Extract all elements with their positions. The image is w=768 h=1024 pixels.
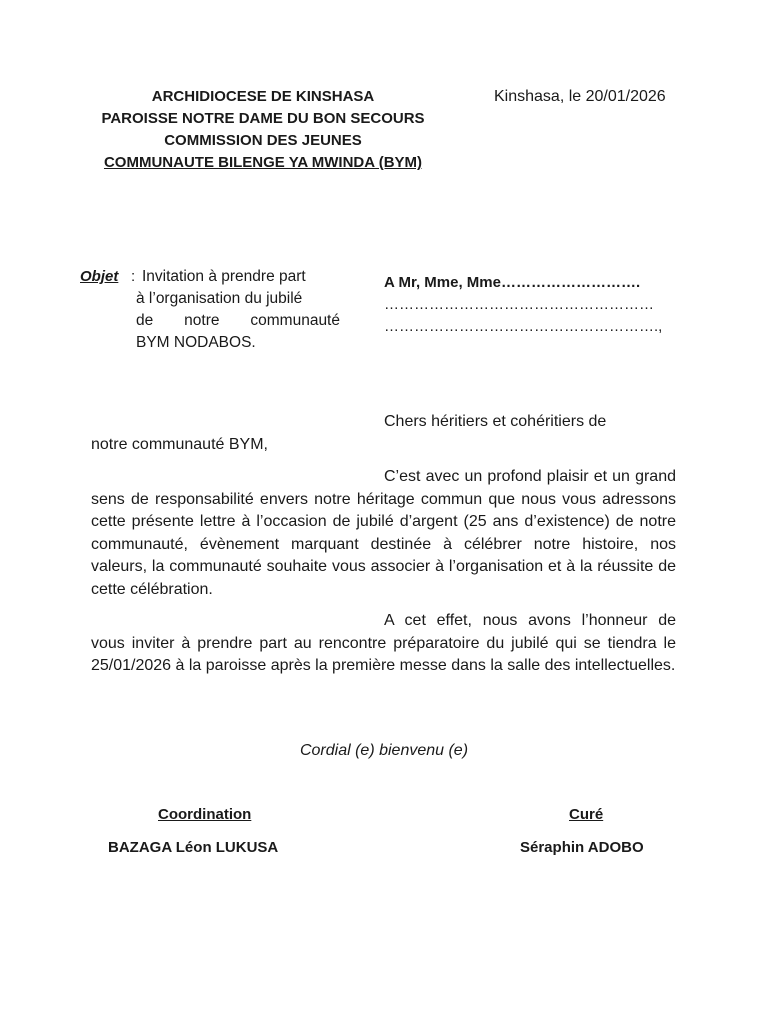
letter-date: Kinshasa, le 20/01/2026	[494, 88, 666, 105]
signature-right-name: Séraphin ADOBO	[520, 839, 644, 856]
letterhead-line-community: COMMUNAUTE BILENGE YA MWINDA (BYM)	[103, 154, 423, 171]
body-paragraph-2: A cet effet, nous avons l’honneur de vous inviter à prendre part au rencontre préparatoire du jubilé qui se tiendra le 25/01/2026 à la paroisse après la première messe dans la salle des intellectuelles.	[91, 612, 676, 674]
signature-right-title: Curé	[569, 806, 604, 823]
objet-text-line: à l’organisation du jubilé	[136, 290, 303, 307]
objet-text-line: Invitation à prendre part	[142, 268, 306, 285]
recipient-line: ……………………………………………….,	[384, 318, 663, 335]
objet-text	[136, 266, 340, 354]
recipient-line: A Mr, Mme, Mme……………………….	[384, 274, 641, 291]
letterhead-line-commission: COMMISSION DES JEUNES	[164, 132, 362, 149]
salutation-first-part: Chers héritiers et cohéritiers de	[384, 413, 607, 430]
closing-line: Cordial (e) bienvenu (e)	[299, 742, 469, 759]
objet-label: Objet	[80, 268, 119, 285]
salutation-second-part: notre communauté BYM,	[91, 436, 268, 453]
objet-text-line: de notre communauté	[136, 312, 340, 329]
signature-left-title: Coordination	[158, 806, 252, 823]
objet-colon: :	[131, 268, 136, 285]
recipient-block	[384, 272, 704, 338]
letterhead	[78, 86, 448, 174]
letterhead-line-parish: PAROISSE NOTRE DAME DU BON SECOURS	[101, 110, 425, 127]
objet-text-line: BYM NODABOS.	[136, 334, 256, 351]
body-paragraph-1: C’est avec un profond plaisir et un grand sens de responsabilité envers notre héritage commun que nous vous adressons cette présente lettre à l’occasion de jubilé d’argent (25 ans d’existence) de notre communauté, évènement marquant destinée à célébrer notre histoire, nos valeurs, la communauté souhaite vous associer à l’organisation et à la réussite de cette célébration.	[91, 468, 676, 598]
signature-left-name: BAZAGA Léon LUKUSA	[108, 839, 279, 856]
letterhead-line-archdiocese: ARCHIDIOCESE DE KINSHASA	[151, 88, 375, 105]
recipient-line: ………………………………………………	[384, 296, 654, 313]
